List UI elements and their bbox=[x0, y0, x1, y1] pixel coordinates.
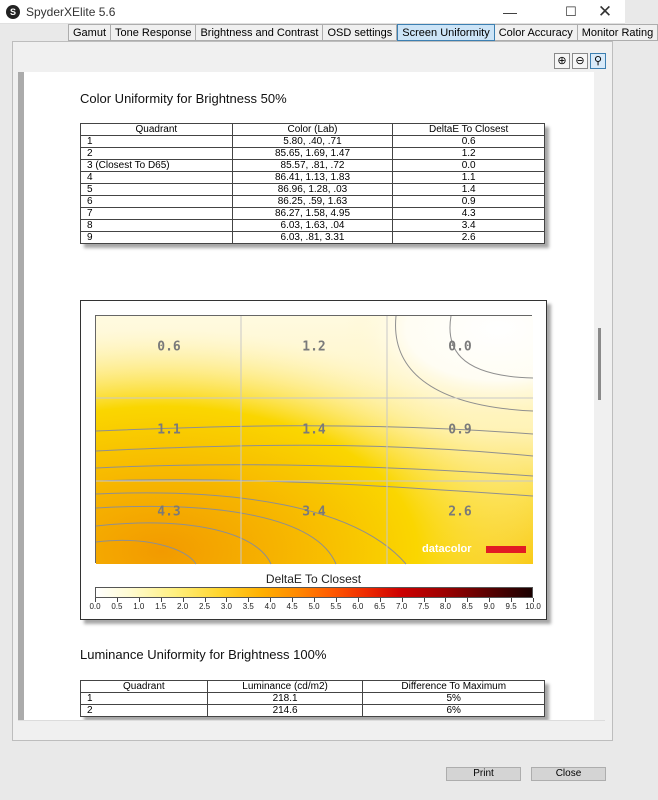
quadrant-cell: 4 bbox=[81, 172, 233, 184]
scale-tick-label: 7.0 bbox=[396, 602, 408, 611]
close-button[interactable]: Close bbox=[531, 767, 606, 781]
heatmap-value-q5: 1.4 bbox=[302, 422, 326, 438]
luminance-cell: 218.1 bbox=[207, 693, 363, 705]
quadrant-cell: 2 bbox=[81, 148, 233, 160]
scale-tick-label: 6.5 bbox=[374, 602, 386, 611]
lab-cell: 85.57, .81, .72 bbox=[232, 160, 393, 172]
quadrant-cell: 9 bbox=[81, 232, 233, 244]
scale-tick-label: 5.0 bbox=[308, 602, 320, 611]
table-header: Difference To Maximum bbox=[363, 681, 545, 693]
deltae-cell: 0.9 bbox=[393, 196, 545, 208]
tab-monitor-rating[interactable]: Monitor Rating bbox=[578, 24, 658, 41]
table-row bbox=[81, 172, 545, 184]
scale-tick-label: 8.0 bbox=[439, 602, 451, 611]
heatmap-value-q7: 4.3 bbox=[157, 504, 181, 520]
uniformity-heatmap-chart bbox=[80, 300, 547, 620]
scale-tick-label: 10.0 bbox=[525, 602, 541, 611]
zoom-fit-icon[interactable]: ⚲ bbox=[590, 53, 606, 69]
table-header: Luminance (cd/m2) bbox=[207, 681, 363, 693]
tab-tone-response[interactable]: Tone Response bbox=[111, 24, 196, 41]
table-row bbox=[81, 232, 545, 244]
lab-cell: 5.80, .40, .71 bbox=[232, 136, 393, 148]
scale-tick-label: 0.5 bbox=[111, 602, 123, 611]
horizontal-scrollbar[interactable] bbox=[18, 720, 605, 734]
table-row bbox=[81, 136, 545, 148]
quadrant-cell: 2 bbox=[81, 705, 208, 717]
quadrant-cell: 3 (Closest To D65) bbox=[81, 160, 233, 172]
deltae-cell: 1.2 bbox=[393, 148, 545, 160]
difference-cell: 6% bbox=[363, 705, 545, 717]
heatmap-value-q2: 1.2 bbox=[302, 339, 326, 355]
table-row bbox=[81, 148, 545, 160]
close-icon[interactable]: ✕ bbox=[597, 2, 613, 21]
scale-tick-label: 4.5 bbox=[286, 602, 298, 611]
lab-cell: 85.65, 1.69, 1.47 bbox=[232, 148, 393, 160]
report-viewport[interactable] bbox=[18, 72, 605, 720]
scale-tick-label: 7.5 bbox=[417, 602, 430, 611]
quadrant-cell: 1 bbox=[81, 693, 208, 705]
title-bar bbox=[0, 0, 625, 24]
minimize-icon[interactable]: — bbox=[503, 4, 517, 20]
table-row bbox=[81, 693, 545, 705]
scale-tick-label: 1.0 bbox=[133, 602, 145, 611]
color-uniformity-table bbox=[80, 123, 545, 244]
lab-cell: 86.25, .59, 1.63 bbox=[232, 196, 393, 208]
heatmap-value-q8: 3.4 bbox=[302, 504, 326, 520]
table-header: Quadrant bbox=[81, 124, 233, 136]
scale-tick-label: 8.5 bbox=[461, 602, 473, 611]
vertical-scrollbar-thumb[interactable] bbox=[598, 328, 601, 400]
lab-cell: 86.41, 1.13, 1.83 bbox=[232, 172, 393, 184]
maximize-icon[interactable]: ☐ bbox=[565, 4, 577, 19]
zoom-out-icon[interactable]: ⊖ bbox=[572, 53, 588, 69]
print-button[interactable]: Print bbox=[446, 767, 521, 781]
deltae-cell: 2.6 bbox=[393, 232, 545, 244]
deltae-cell: 4.3 bbox=[393, 208, 545, 220]
table-row bbox=[81, 220, 545, 232]
zoom-in-icon[interactable]: ⊕ bbox=[554, 53, 570, 69]
report-tabs bbox=[68, 24, 658, 41]
color-uniformity-title: Color Uniformity for Brightness 50% bbox=[80, 91, 287, 106]
deltae-cell: 1.1 bbox=[393, 172, 545, 184]
deltae-cell: 3.4 bbox=[393, 220, 545, 232]
deltae-cell: 0.0 bbox=[393, 160, 545, 172]
datacolor-logo: datacolor bbox=[422, 543, 472, 555]
table-row bbox=[81, 160, 545, 172]
heatmap-value-q4: 1.1 bbox=[157, 422, 181, 438]
scale-tick-label: 2.5 bbox=[198, 602, 211, 611]
scale-tick-label: 4.0 bbox=[264, 602, 276, 611]
lab-cell: 6.03, .81, 3.31 bbox=[232, 232, 393, 244]
luminance-uniformity-title: Luminance Uniformity for Brightness 100% bbox=[80, 647, 327, 662]
table-row bbox=[81, 196, 545, 208]
color-scale bbox=[89, 587, 541, 617]
difference-cell: 5% bbox=[363, 693, 545, 705]
window-title: SpyderXElite 5.6 bbox=[26, 5, 116, 19]
tab-screen-uniformity[interactable]: Screen Uniformity bbox=[397, 24, 494, 41]
scale-tick-label: 3.5 bbox=[242, 602, 254, 611]
quadrant-cell: 6 bbox=[81, 196, 233, 208]
legend-title: DeltaE To Closest bbox=[265, 572, 362, 586]
scale-tick-label: 5.5 bbox=[330, 602, 342, 611]
tab-color-accuracy[interactable]: Color Accuracy bbox=[495, 24, 578, 41]
datacolor-logo-bar bbox=[486, 546, 526, 553]
color-scale-bar bbox=[95, 587, 533, 598]
deltae-cell: 1.4 bbox=[393, 184, 545, 196]
scale-tick-label: 2.0 bbox=[177, 602, 189, 611]
quadrant-cell: 1 bbox=[81, 136, 233, 148]
tab-osd-settings[interactable]: OSD settings bbox=[323, 24, 397, 41]
luminance-cell: 214.6 bbox=[207, 705, 363, 717]
lab-cell: 6.03, 1.63, .04 bbox=[232, 220, 393, 232]
scale-tick-label: 0.0 bbox=[89, 602, 101, 611]
lab-cell: 86.96, 1.28, .03 bbox=[232, 184, 393, 196]
heatmap-value-q3: 0.0 bbox=[448, 339, 472, 355]
tab-gamut[interactable]: Gamut bbox=[68, 24, 111, 41]
heatmap-value-q1: 0.6 bbox=[157, 339, 181, 355]
scale-tick-label: 1.5 bbox=[155, 602, 167, 611]
vertical-scrollbar[interactable] bbox=[594, 72, 605, 720]
scale-tick-label: 6.0 bbox=[352, 602, 364, 611]
quadrant-cell: 5 bbox=[81, 184, 233, 196]
heatmap-plot bbox=[95, 315, 532, 563]
table-header: Color (Lab) bbox=[232, 124, 393, 136]
heatmap-value-q6: 0.9 bbox=[448, 422, 472, 438]
tab-brightness-contrast[interactable]: Brightness and Contrast bbox=[196, 24, 323, 41]
scale-tick-label: 9.5 bbox=[505, 602, 517, 611]
lab-cell: 86.27, 1.58, 4.95 bbox=[232, 208, 393, 220]
heatmap-value-q9: 2.6 bbox=[448, 504, 472, 520]
app-logo-icon: S bbox=[6, 5, 20, 19]
table-header: DeltaE To Closest bbox=[393, 124, 545, 136]
quadrant-cell: 7 bbox=[81, 208, 233, 220]
table-header: Quadrant bbox=[81, 681, 208, 693]
luminance-uniformity-table bbox=[80, 680, 545, 717]
scale-tick-label: 3.0 bbox=[220, 602, 232, 611]
table-row bbox=[81, 184, 545, 196]
scale-tick-label: 9.0 bbox=[483, 602, 495, 611]
table-row bbox=[81, 208, 545, 220]
quadrant-cell: 8 bbox=[81, 220, 233, 232]
deltae-cell: 0.6 bbox=[393, 136, 545, 148]
table-row bbox=[81, 705, 545, 717]
report-page bbox=[24, 72, 597, 732]
